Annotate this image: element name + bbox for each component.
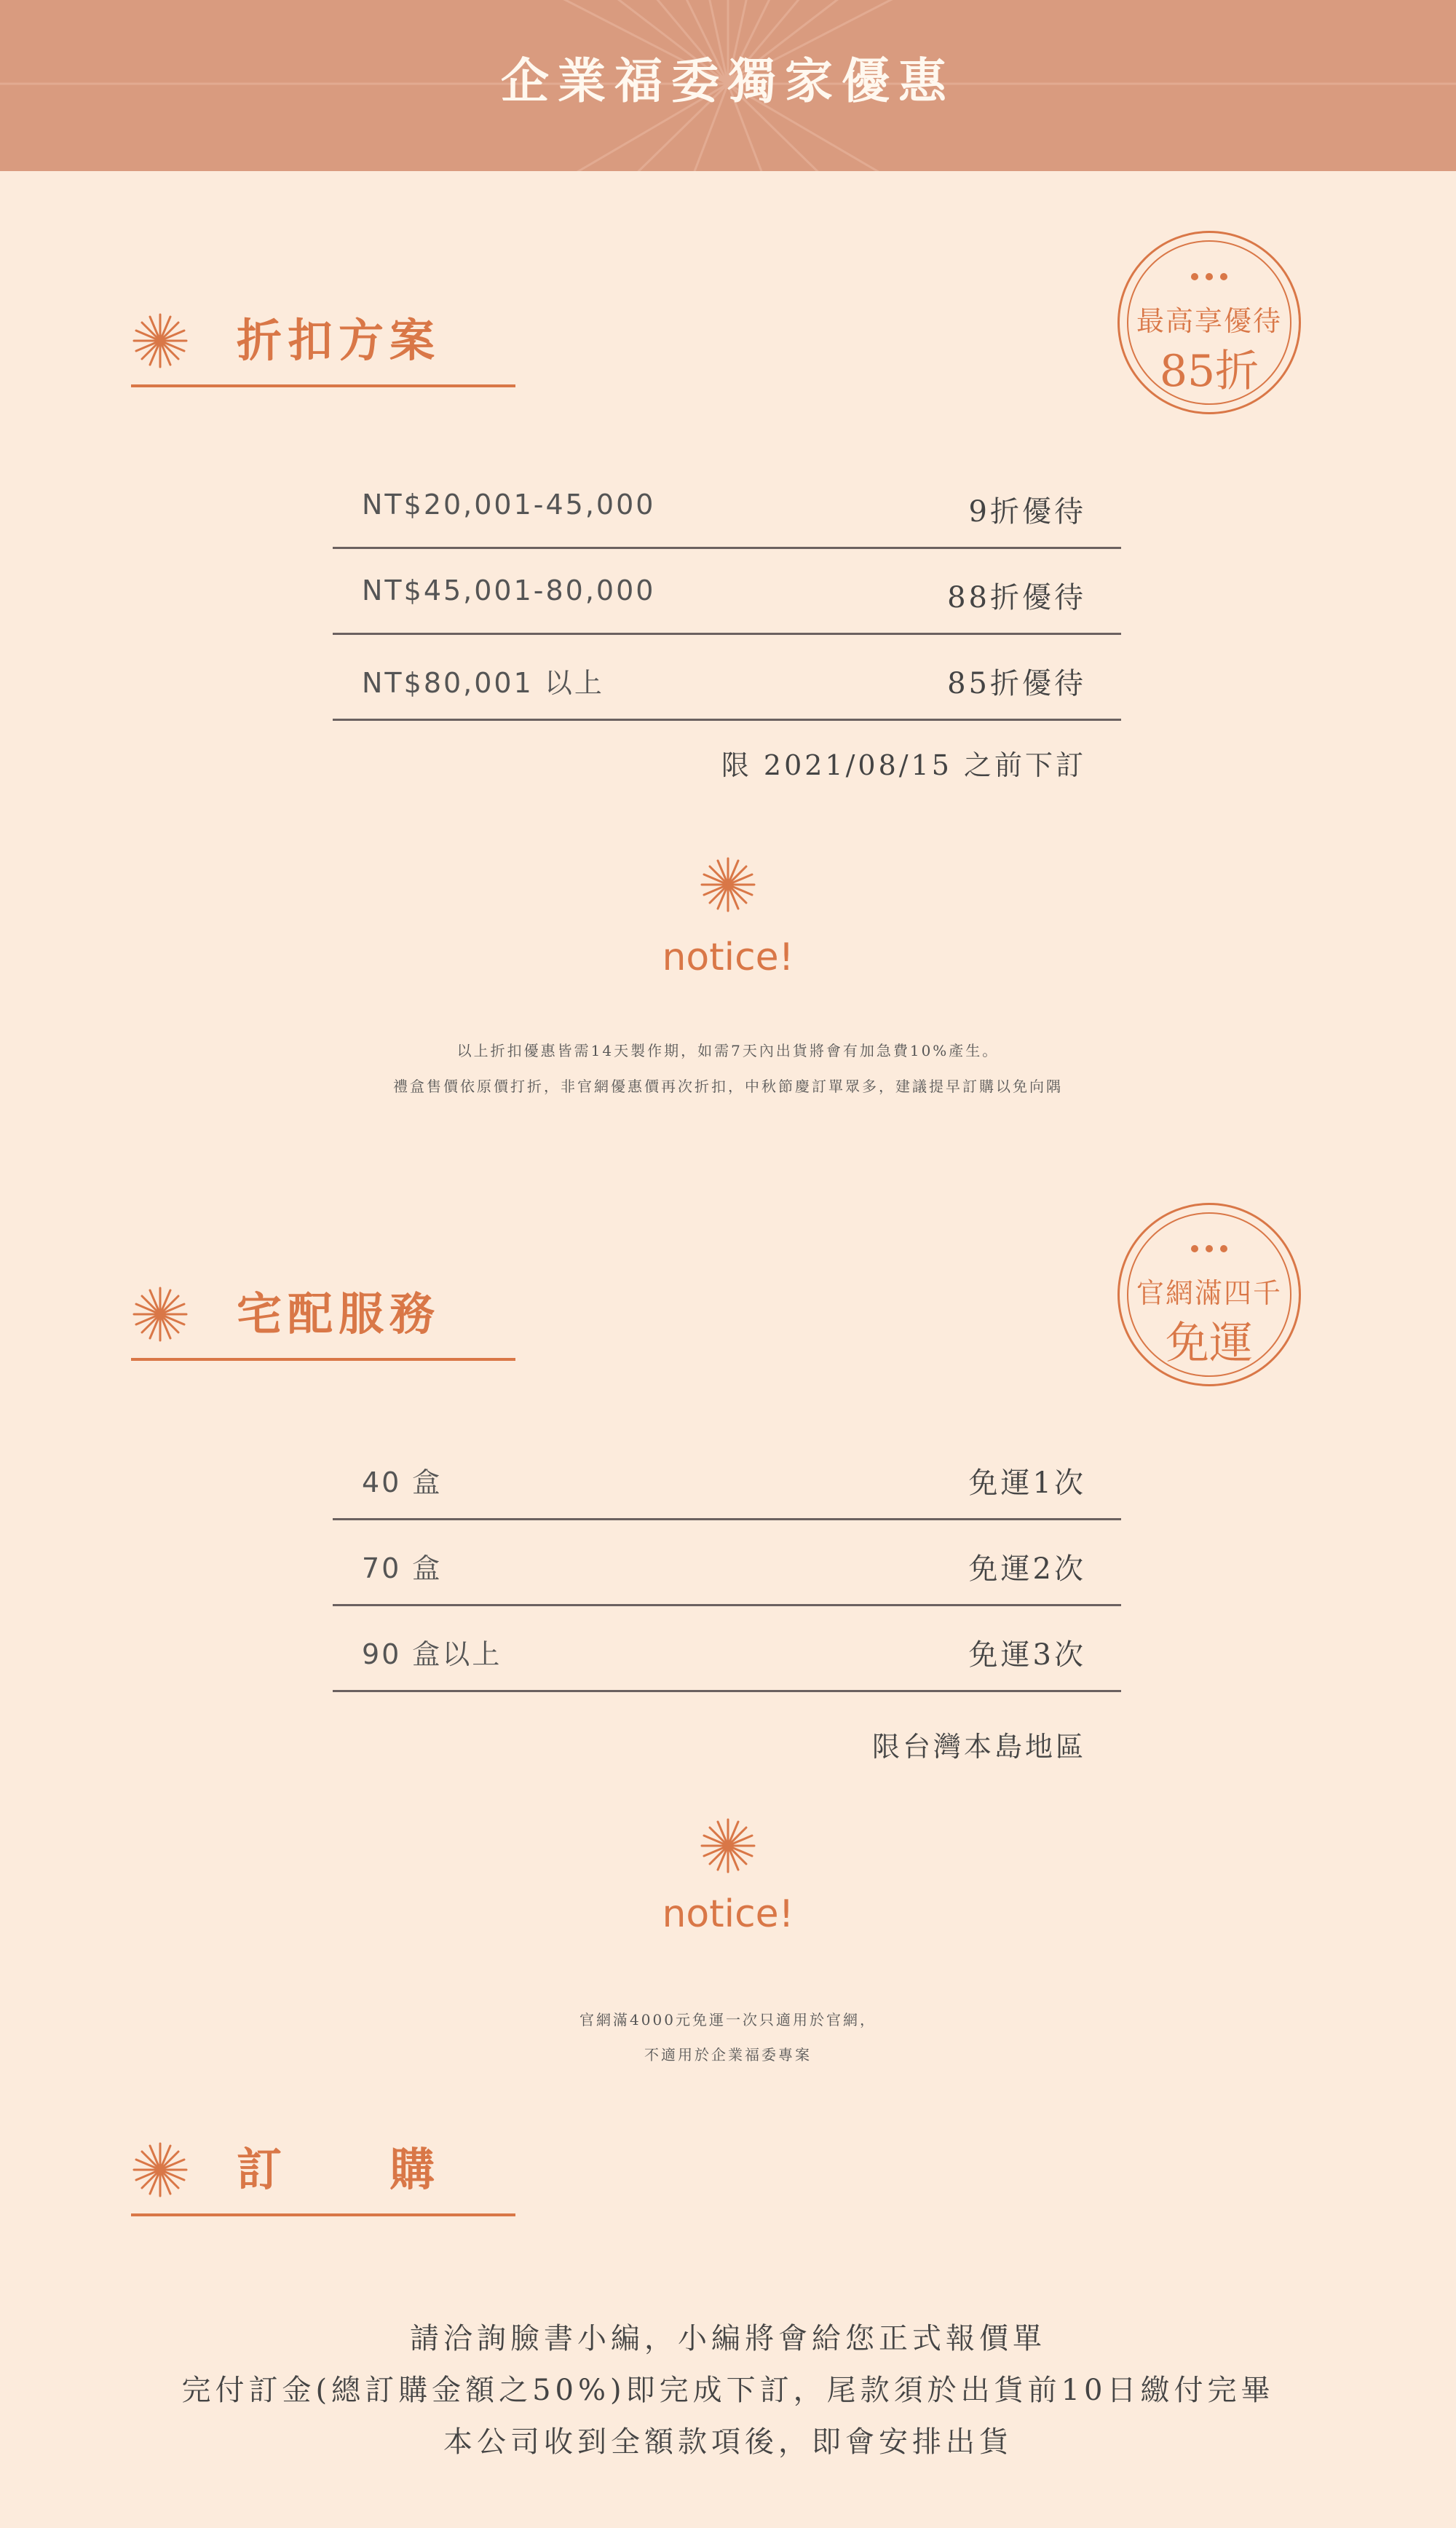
starburst-icon <box>699 856 757 914</box>
free-shipping-seal <box>1117 1203 1301 1386</box>
row-divider <box>333 1690 1121 1692</box>
box-quantity: 90 盒以上 <box>362 1638 502 1670</box>
notice-text: 禮盒售價依原價打折，非官網優惠價再次折扣，中秋節慶訂單眾多，建議提早訂購以免向隅 <box>393 1078 1063 1095</box>
order-title: 訂 購 <box>237 2143 441 2196</box>
delivery-title: 宅配服務 <box>237 1287 441 1340</box>
shipping-offer: 免運2次 <box>968 1552 1086 1586</box>
discount-notice <box>0 856 1456 979</box>
order-instruction: 本公司收到全額款項後，即會安排出貨 <box>443 2425 1013 2459</box>
discount-title: 折扣方案 <box>237 314 441 367</box>
price-range: NT$20,001-45,000 <box>362 489 656 521</box>
price-range: NT$45,001-80,000 <box>362 574 656 607</box>
row-divider <box>333 719 1121 721</box>
discount-offer: 85折優待 <box>947 667 1086 700</box>
order-instruction: 請洽詢臉書小編，小編將會給您正式報價單 <box>410 2322 1046 2355</box>
box-quantity: 40 盒 <box>362 1466 443 1498</box>
shipping-offer: 免運1次 <box>968 1466 1086 1500</box>
price-range: NT$80,001 以上 <box>362 667 604 699</box>
discount-table <box>333 463 1121 721</box>
starburst-icon <box>131 312 189 370</box>
box-quantity: 70 盒 <box>362 1552 443 1584</box>
deadline-note: 限 2021/08/15 之前下訂 <box>721 749 1086 781</box>
dots-icon <box>1120 273 1299 280</box>
starburst-icon <box>131 2141 189 2199</box>
seal-caption: 官網滿四千 <box>1136 1277 1282 1309</box>
table-row <box>333 1520 1121 1606</box>
seal-value: 免運 <box>1166 1318 1253 1369</box>
table-row <box>333 1606 1121 1692</box>
table-row <box>333 549 1121 635</box>
starburst-icon <box>699 1817 757 1875</box>
starburst-icon <box>131 1285 189 1343</box>
region-note: 限台灣本島地區 <box>871 1731 1086 1763</box>
shipping-offer: 免運3次 <box>968 1638 1086 1672</box>
notice-text: 以上折扣優惠皆需14天製作期，如需7天內出貨將會有加急費10%產生。 <box>456 1042 1000 1059</box>
table-row <box>333 635 1121 721</box>
discount-offer: 9折優待 <box>968 495 1086 529</box>
order-instruction: 完付訂金(總訂購金額之50%)即完成下訂，尾款須於出貨前10日繳付完畢 <box>181 2374 1275 2407</box>
max-discount-seal <box>1117 231 1301 414</box>
notice-text: 不適用於企業福委專案 <box>644 2046 812 2063</box>
notice-label: notice! <box>662 936 794 979</box>
seal-value: 85折 <box>1159 346 1259 397</box>
table-row <box>333 463 1121 549</box>
notice-text: 官網滿4000元免運一次只適用於官網， <box>579 2011 877 2029</box>
header-banner <box>0 0 1456 171</box>
seal-caption: 最高享優待 <box>1136 305 1282 337</box>
discount-offer: 88折優待 <box>947 581 1086 615</box>
table-row <box>333 1434 1121 1520</box>
delivery-table <box>333 1434 1121 1692</box>
notice-label: notice! <box>662 1892 794 1936</box>
title-underline <box>131 1358 515 1361</box>
title-underline <box>131 2213 515 2216</box>
dots-icon <box>1120 1245 1299 1252</box>
page-title: 企業福委獨家優惠 <box>501 52 955 109</box>
title-underline <box>131 384 515 387</box>
delivery-notice <box>0 1817 1456 1936</box>
